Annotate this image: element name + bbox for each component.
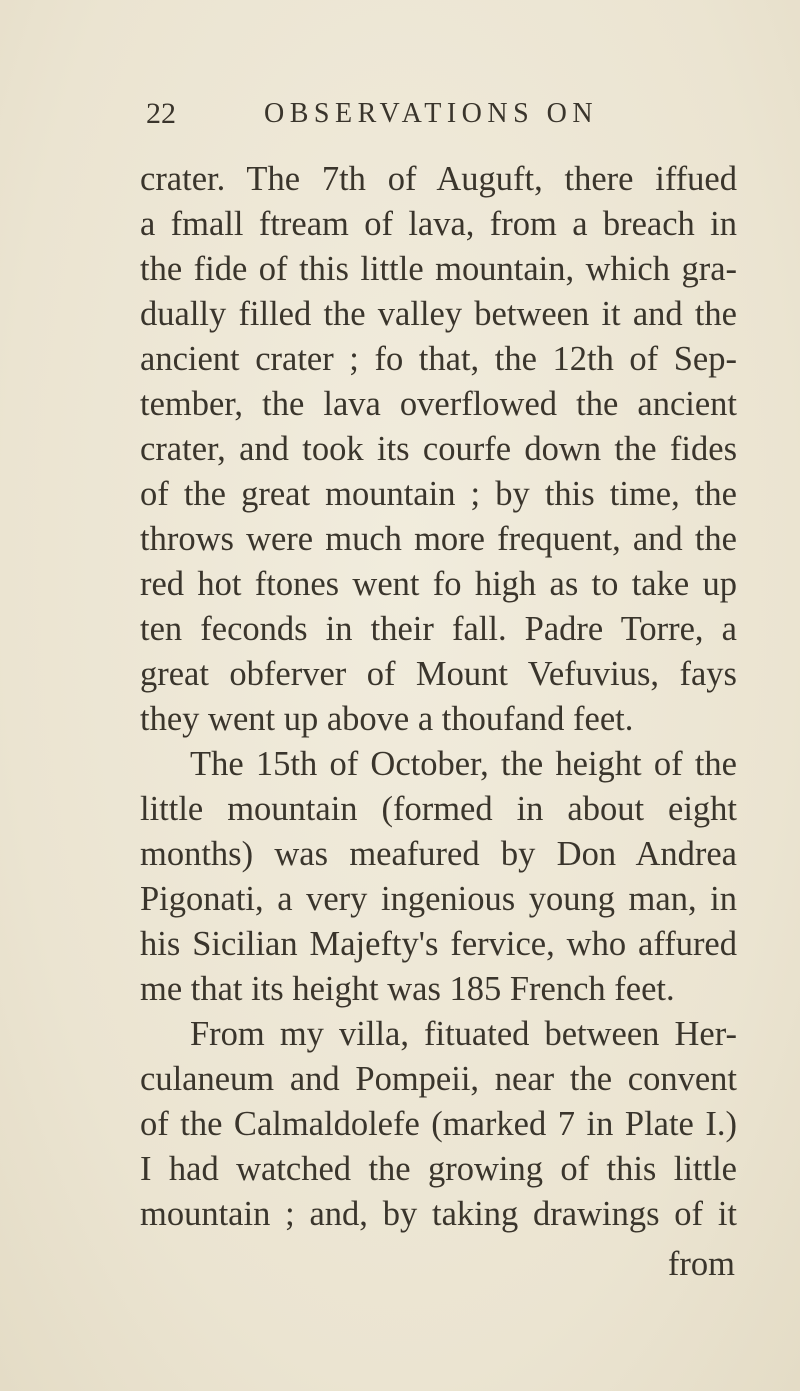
text-line-24: mountain ; and, by taking drawings of it	[140, 1195, 737, 1233]
text-line-21: culaneum and Pompeii, near the convent	[140, 1060, 737, 1098]
text-line-11: ten feconds in their fall. Padre Torre, a	[140, 610, 737, 648]
text-line-5: ancient crater ; fo that, the 12th of Sep-	[140, 340, 737, 378]
text-line-14: The 15th of October, the height of the	[190, 745, 737, 783]
text-line-1: crater. The 7th of Auguft, there iffued	[140, 160, 737, 198]
text-line-2: a fmall ftream of lava, from a breach in	[140, 205, 737, 243]
text-line-17: Pigonati, a very ingenious young man, in	[140, 880, 737, 918]
text-line-10: red hot ftones went fo high as to take up	[140, 565, 737, 603]
text-line-13: they went up above a thoufand feet.	[140, 700, 634, 738]
text-line-16: months) was meafured by Don Andrea	[140, 835, 737, 873]
running-title: OBSERVATIONS ON	[264, 98, 599, 129]
text-line-20: From my villa, fituated between Her-	[190, 1015, 737, 1053]
page-number: 22	[146, 97, 176, 130]
text-line-4: dually filled the valley between it and the	[140, 295, 737, 333]
text-line-8: of the great mountain ; by this time, the	[140, 475, 737, 513]
catchword: from	[667, 1245, 735, 1283]
text-line-3: the fide of this little mountain, which gra-	[140, 250, 737, 288]
text-line-7: crater, and took its courfe down the fides	[140, 430, 737, 468]
text-line-12: great obferver of Mount Vefuvius, fays	[140, 655, 737, 693]
text-line-23: I had watched the growing of this little	[140, 1150, 737, 1188]
text-line-19: me that its height was 185 French feet.	[140, 970, 675, 1008]
text-line-15: little mountain (formed in about eight	[140, 790, 737, 828]
running-head	[146, 92, 706, 136]
text-line-9: throws were much more frequent, and the	[140, 520, 737, 558]
text-line-22: of the Calmaldolefe (marked 7 in Plate I.)	[140, 1105, 737, 1143]
text-line-18: his Sicilian Majefty's fervice, who affured	[140, 925, 737, 963]
text-line-6: tember, the lava overflowed the ancient	[140, 385, 737, 423]
